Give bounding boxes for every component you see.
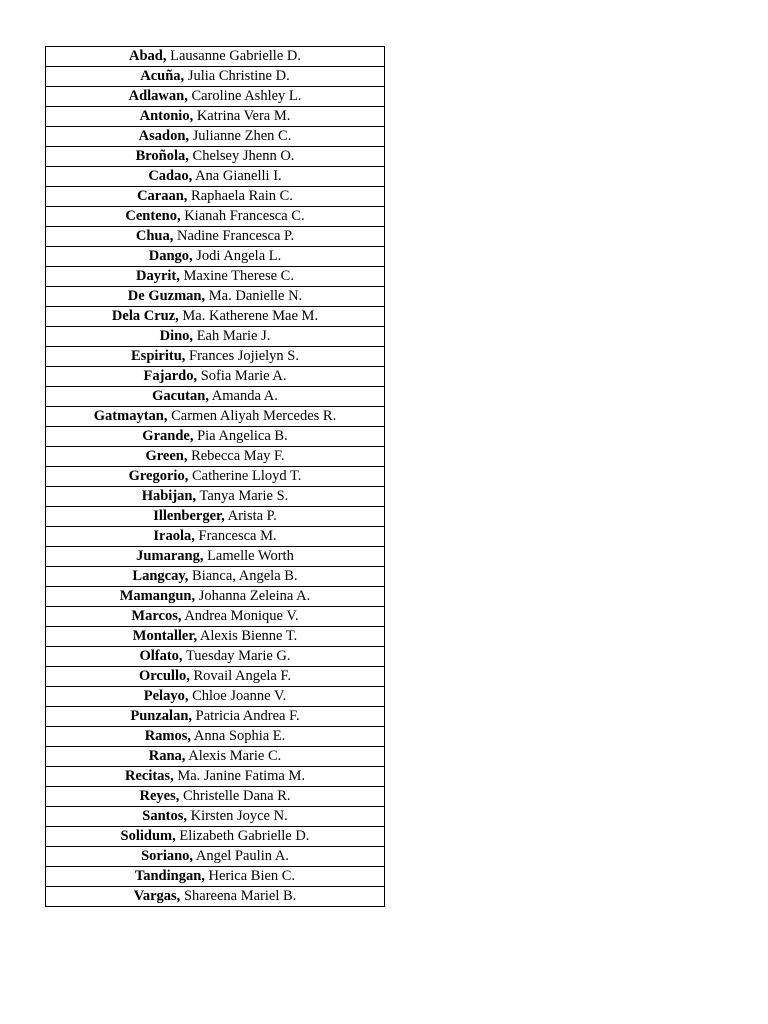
surname: Dango,	[148, 248, 193, 264]
surname: Fajardo,	[143, 368, 198, 384]
name-cell	[46, 347, 385, 367]
name-cell	[46, 387, 385, 407]
name-cell	[46, 507, 385, 527]
name-cell	[46, 307, 385, 327]
given-names: Anna Sophia E.	[193, 728, 286, 744]
table-row	[46, 207, 385, 227]
surname: Dino,	[159, 328, 194, 344]
table-row	[46, 387, 385, 407]
given-names: Catherine Lloyd T.	[191, 468, 302, 484]
given-names: Maxine Therese C.	[183, 268, 294, 284]
name-cell	[46, 767, 385, 787]
table-row	[46, 787, 385, 807]
table-row	[46, 527, 385, 547]
name-cell	[46, 267, 385, 287]
surname: Caraan,	[137, 188, 188, 204]
given-names: Andrea Monique V.	[184, 608, 299, 624]
table-row	[46, 47, 385, 67]
name-cell	[46, 487, 385, 507]
surname: Rana,	[148, 748, 186, 764]
surname: De Guzman,	[127, 288, 206, 304]
surname: Dela Cruz,	[111, 308, 179, 324]
surname: Antonio,	[139, 108, 194, 124]
table-row	[46, 67, 385, 87]
table-row	[46, 167, 385, 187]
name-cell	[46, 867, 385, 887]
name-cell	[46, 87, 385, 107]
name-cell	[46, 707, 385, 727]
given-names: Chloe Joanne V.	[192, 688, 287, 704]
given-names: Herica Bien C.	[208, 868, 296, 884]
table-row	[46, 747, 385, 767]
surname: Mamangun,	[119, 588, 196, 604]
given-names: Alexis Marie C.	[188, 748, 282, 764]
table-row	[46, 587, 385, 607]
given-names: Julianne Zhen C.	[192, 128, 292, 144]
name-cell	[46, 887, 385, 907]
name-cell	[46, 107, 385, 127]
surname: Punzalan,	[130, 708, 193, 724]
name-cell	[46, 207, 385, 227]
given-names: Julia Christine D.	[187, 68, 290, 84]
name-cell	[46, 747, 385, 767]
name-cell	[46, 167, 385, 187]
table-row	[46, 407, 385, 427]
surname: Adlawan,	[128, 88, 188, 104]
surname: Grande,	[142, 428, 194, 444]
surname: Ramos,	[144, 728, 192, 744]
table-row	[46, 607, 385, 627]
name-cell	[46, 227, 385, 247]
surname: Marcos,	[131, 608, 182, 624]
surname: Soriano,	[141, 848, 194, 864]
surname: Santos,	[142, 808, 188, 824]
surname: Abad,	[129, 48, 167, 64]
given-names: Patricia Andrea F.	[195, 708, 300, 724]
name-cell	[46, 327, 385, 347]
given-names: Pia Angelica B.	[197, 428, 288, 444]
surname: Reyes,	[139, 788, 180, 804]
given-names: Chelsey Jhenn O.	[192, 148, 295, 164]
name-cell	[46, 247, 385, 267]
surname: Centeno,	[125, 208, 181, 224]
name-roster-table	[45, 46, 385, 907]
name-cell	[46, 607, 385, 627]
table-row	[46, 847, 385, 867]
surname: Espiritu,	[131, 348, 186, 364]
name-cell	[46, 467, 385, 487]
surname: Montaller,	[132, 628, 198, 644]
table-row	[46, 867, 385, 887]
given-names: Alexis Bienne T.	[199, 628, 298, 644]
table-row	[46, 727, 385, 747]
given-names: Christelle Dana R.	[182, 788, 291, 804]
given-names: Tanya Marie S.	[199, 488, 289, 504]
given-names: Johanna Zeleina A.	[198, 588, 311, 604]
name-cell	[46, 367, 385, 387]
given-names: Frances Jojielyn S.	[189, 348, 299, 364]
name-cell	[46, 727, 385, 747]
given-names: Rovail Angela F.	[193, 668, 292, 684]
given-names: Elizabeth Gabrielle D.	[179, 828, 310, 844]
given-names: Kirsten Joyce N.	[190, 808, 288, 824]
surname: Vargas,	[133, 888, 181, 904]
surname: Asadon,	[138, 128, 190, 144]
name-cell	[46, 287, 385, 307]
given-names: Lamelle Worth	[207, 548, 294, 564]
table-row	[46, 227, 385, 247]
roster-table-body	[46, 47, 385, 907]
table-row	[46, 147, 385, 167]
given-names: Shareena Mariel B.	[183, 888, 297, 904]
given-names: Caroline Ashley L.	[191, 88, 302, 104]
name-cell	[46, 147, 385, 167]
surname: Olfato,	[139, 648, 183, 664]
table-row	[46, 87, 385, 107]
surname: Recitas,	[124, 768, 174, 784]
given-names: Arista P.	[227, 508, 277, 524]
given-names: Lausanne Gabrielle D.	[170, 48, 301, 64]
name-cell	[46, 527, 385, 547]
surname: Orcullo,	[138, 668, 190, 684]
name-cell	[46, 687, 385, 707]
table-row	[46, 447, 385, 467]
given-names: Angel Paulin A.	[195, 848, 289, 864]
name-cell	[46, 847, 385, 867]
given-names: Ma. Katherene Mae M.	[182, 308, 319, 324]
table-row	[46, 327, 385, 347]
name-cell	[46, 807, 385, 827]
table-row	[46, 467, 385, 487]
name-cell	[46, 627, 385, 647]
given-names: Carmen Aliyah Mercedes R.	[171, 408, 337, 424]
given-names: Ma. Danielle N.	[208, 288, 303, 304]
given-names: Eah Marie J.	[196, 328, 271, 344]
table-row	[46, 347, 385, 367]
table-row	[46, 707, 385, 727]
table-row	[46, 247, 385, 267]
table-row	[46, 887, 385, 907]
surname: Chua,	[135, 228, 174, 244]
given-names: Raphaela Rain C.	[191, 188, 293, 204]
surname: Dayrit,	[136, 268, 180, 284]
table-row	[46, 487, 385, 507]
surname: Illenberger,	[153, 508, 225, 524]
surname: Cadao,	[148, 168, 193, 184]
given-names: Ana Gianelli I.	[195, 168, 282, 184]
name-cell	[46, 427, 385, 447]
table-row	[46, 507, 385, 527]
table-row	[46, 187, 385, 207]
table-row	[46, 667, 385, 687]
table-row	[46, 627, 385, 647]
name-cell	[46, 47, 385, 67]
table-row	[46, 287, 385, 307]
given-names: Francesca M.	[198, 528, 277, 544]
given-names: Jodi Angela L.	[196, 248, 282, 264]
table-row	[46, 427, 385, 447]
name-cell	[46, 587, 385, 607]
surname: Solidum,	[120, 828, 176, 844]
name-cell	[46, 647, 385, 667]
given-names: Tuesday Marie G.	[185, 648, 291, 664]
surname: Iraola,	[153, 528, 195, 544]
name-cell	[46, 827, 385, 847]
name-cell	[46, 667, 385, 687]
table-row	[46, 647, 385, 667]
name-cell	[46, 187, 385, 207]
table-row	[46, 267, 385, 287]
surname: Broñola,	[135, 148, 189, 164]
surname: Gregorio,	[128, 468, 189, 484]
table-row	[46, 827, 385, 847]
table-row	[46, 567, 385, 587]
surname: Acuña,	[140, 68, 185, 84]
given-names: Nadine Francesca P.	[176, 228, 295, 244]
table-row	[46, 307, 385, 327]
surname: Pelayo,	[143, 688, 189, 704]
surname: Gatmaytan,	[93, 408, 168, 424]
given-names: Bianca, Angela B.	[192, 568, 298, 584]
name-cell	[46, 567, 385, 587]
name-cell	[46, 407, 385, 427]
table-row	[46, 547, 385, 567]
surname: Habijan,	[141, 488, 197, 504]
table-row	[46, 107, 385, 127]
table-row	[46, 127, 385, 147]
surname: Jumarang,	[136, 548, 204, 564]
given-names: Katrina Vera M.	[196, 108, 291, 124]
surname: Green,	[145, 448, 188, 464]
given-names: Sofia Marie A.	[200, 368, 287, 384]
name-cell	[46, 447, 385, 467]
given-names: Rebecca May F.	[191, 448, 285, 464]
table-row	[46, 687, 385, 707]
name-cell	[46, 547, 385, 567]
table-row	[46, 767, 385, 787]
surname: Gacutan,	[152, 388, 209, 404]
name-cell	[46, 67, 385, 87]
surname: Tandingan,	[134, 868, 205, 884]
table-row	[46, 807, 385, 827]
name-cell	[46, 787, 385, 807]
name-cell	[46, 127, 385, 147]
given-names: Ma. Janine Fatima M.	[177, 768, 305, 784]
surname: Langcay,	[132, 568, 189, 584]
table-row	[46, 367, 385, 387]
given-names: Kianah Francesca C.	[184, 208, 305, 224]
given-names: Amanda A.	[211, 388, 278, 404]
